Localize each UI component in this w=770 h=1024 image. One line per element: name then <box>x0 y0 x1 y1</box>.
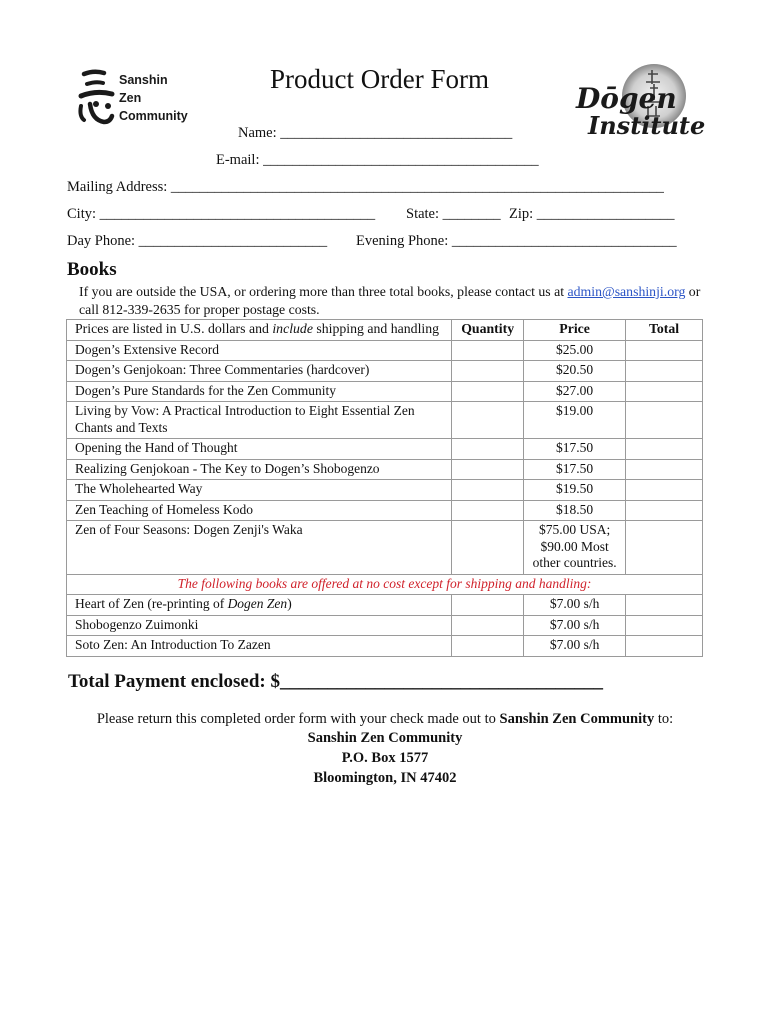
book-title: Zen of Four Seasons: Dogen Zenji's Waka <box>67 521 452 575</box>
table-row <box>67 340 703 361</box>
total-input[interactable] <box>626 500 703 521</box>
header-total: Total <box>626 320 703 341</box>
table-row <box>67 439 703 460</box>
table-header-row <box>67 320 703 341</box>
book-price: $7.00 s/h <box>524 615 626 636</box>
dogen-institute-logo <box>570 62 706 142</box>
total-input[interactable] <box>626 521 703 575</box>
logo-line-3: Community <box>119 109 188 123</box>
quantity-input[interactable] <box>452 500 524 521</box>
city-field[interactable]: City: ______________________________________ <box>67 206 376 222</box>
notice-text-2: or call 812-339-2635 for proper postage costs. <box>79 284 701 317</box>
book-price: $19.00 <box>524 402 626 439</box>
quantity-input[interactable] <box>452 459 524 480</box>
table-row <box>67 480 703 501</box>
quantity-input[interactable] <box>452 480 524 501</box>
book-price: $17.50 <box>524 459 626 480</box>
book-price: $75.00 USA; $90.00 Most other countries. <box>524 521 626 575</box>
total-input[interactable] <box>626 439 703 460</box>
total-input[interactable] <box>626 381 703 402</box>
book-title: Opening the Hand of Thought <box>67 439 452 460</box>
total-input[interactable] <box>626 480 703 501</box>
quantity-input[interactable] <box>452 361 524 382</box>
sanshin-calligraphy-icon <box>78 68 118 128</box>
address-line-2: P.O. Box 1577 <box>341 750 429 766</box>
book-title: Dogen’s Extensive Record <box>67 340 452 361</box>
book-title: Dogen’s Pure Standards for the Zen Community <box>67 381 452 402</box>
dogen-enso-icon <box>570 62 706 142</box>
total-input[interactable] <box>626 459 703 480</box>
state-field[interactable]: State: ________ <box>406 206 501 222</box>
book-price: $17.50 <box>524 439 626 460</box>
quantity-input[interactable] <box>452 340 524 361</box>
zip-field[interactable]: Zip: ___________________ <box>509 206 675 222</box>
table-row <box>67 636 703 657</box>
book-title: Soto Zen: An Introduction To Zazen <box>67 636 452 657</box>
page-title: Product Order Form <box>270 64 489 94</box>
table-row <box>67 381 703 402</box>
total-payment-field[interactable]: Total Payment enclosed: $__________________________________ <box>68 671 603 692</box>
table-row <box>67 615 703 636</box>
quantity-input[interactable] <box>452 595 524 616</box>
book-title: Dogen’s Genjokoan: Three Commentaries (hardcover) <box>67 361 452 382</box>
evening-phone-field[interactable]: Evening Phone: _______________________________ <box>356 233 677 249</box>
total-input[interactable] <box>626 361 703 382</box>
total-input[interactable] <box>626 402 703 439</box>
email-field[interactable]: E-mail: ______________________________________ <box>216 152 539 168</box>
contact-email-link[interactable]: admin@sanshinji.org <box>567 284 686 299</box>
quantity-input[interactable] <box>452 439 524 460</box>
book-title: Realizing Genjokoan - The Key to Dogen’s Shobogenzo <box>67 459 452 480</box>
book-title: Living by Vow: A Practical Introduction to Eight Essential Zen Chants and Texts <box>67 402 452 439</box>
header-quantity: Quantity <box>452 320 524 341</box>
header-price: Price <box>524 320 626 341</box>
books-notice <box>79 283 709 319</box>
total-input[interactable] <box>626 636 703 657</box>
table-row <box>67 402 703 439</box>
book-price: $19.50 <box>524 480 626 501</box>
logo-line-1: Sanshin <box>119 73 168 87</box>
table-row <box>67 521 703 575</box>
day-phone-field[interactable]: Day Phone: __________________________ <box>67 233 328 249</box>
book-title: Zen Teaching of Homeless Kodo <box>67 500 452 521</box>
free-books-notice: The following books are offered at no cost except for shipping and handling: <box>67 574 703 595</box>
logo-institute-text: Institute <box>588 111 706 140</box>
book-price: $20.50 <box>524 361 626 382</box>
return-instructions: Please return this completed order form with your check made out to Sanshin Zen Community to: <box>96 711 674 727</box>
total-input[interactable] <box>626 595 703 616</box>
name-field[interactable]: Name: ________________________________ <box>238 125 513 141</box>
order-table <box>66 319 703 657</box>
notice-text: If you are outside the USA, or ordering more than three total books, please contact us at <box>79 284 568 299</box>
mailing-address-field[interactable]: Mailing Address: ____________________________________________________________________ <box>67 179 664 195</box>
table-row <box>67 500 703 521</box>
table-row <box>67 595 703 616</box>
quantity-input[interactable] <box>452 615 524 636</box>
book-price: $25.00 <box>524 340 626 361</box>
table-row <box>67 459 703 480</box>
book-title: Heart of Zen (re-printing of Dogen Zen) <box>67 595 452 616</box>
address-line-3: Bloomington, IN 47402 <box>313 770 457 786</box>
sanshin-logo <box>78 68 198 128</box>
quantity-input[interactable] <box>452 636 524 657</box>
book-price: $18.50 <box>524 500 626 521</box>
book-price: $7.00 s/h <box>524 595 626 616</box>
total-input[interactable] <box>626 340 703 361</box>
book-price: $27.00 <box>524 381 626 402</box>
table-row <box>67 361 703 382</box>
free-books-notice-row <box>67 574 703 595</box>
quantity-input[interactable] <box>452 402 524 439</box>
logo-line-2: Zen <box>119 91 142 105</box>
quantity-input[interactable] <box>452 521 524 575</box>
book-price: $7.00 s/h <box>524 636 626 657</box>
address-line-1: Sanshin Zen Community <box>307 730 463 746</box>
books-heading: Books <box>67 259 117 280</box>
book-title: Shobogenzo Zuimonki <box>67 615 452 636</box>
logo-dogen-text: Dōgen <box>576 82 677 115</box>
total-input[interactable] <box>626 615 703 636</box>
quantity-input[interactable] <box>452 381 524 402</box>
book-title: The Wholehearted Way <box>67 480 452 501</box>
header-description: Prices are listed in U.S. dollars and include shipping and handling <box>67 320 452 341</box>
